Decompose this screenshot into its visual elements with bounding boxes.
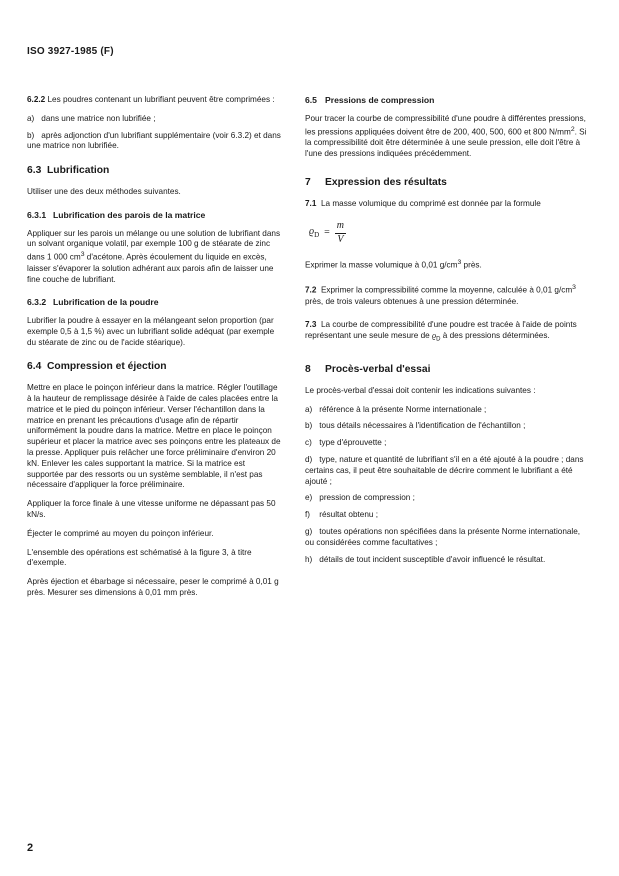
paragraph-6-2-2 <box>27 95 282 106</box>
section-number: 8 <box>305 364 311 375</box>
section-number: 7 <box>305 176 311 188</box>
list-item <box>305 527 589 549</box>
list-item-text: après adjonction d'un lubrifiant supplémentaire (voir 6.3.2) et dans une matrice non lubrifiée. <box>27 130 281 151</box>
list-item <box>305 510 589 521</box>
document-header: ISO 3927-1985 (F) <box>27 46 114 57</box>
page-number: 2 <box>27 842 34 854</box>
list-item-text: tous détails nécessaires à l'identification de l'échantillon ; <box>319 421 526 431</box>
section-heading-6-3 <box>27 166 282 177</box>
section-title: Lubrification des parois de la matrice <box>53 209 206 220</box>
list-item: a) dans une matrice non lubrifiée ; <box>27 113 156 123</box>
section-title: Pressions de compression <box>325 95 435 105</box>
right-column <box>305 95 589 571</box>
paragraph: Le procès-verbal d'essai doit contenir les indications suivantes : <box>305 385 536 395</box>
paragraph-text: Les poudres contenant un lubrifiant peuvent être comprimées : <box>47 95 275 104</box>
paragraph-7-1: 7.1 La masse volumique du comprimé est donnée par la formule <box>305 198 541 208</box>
paragraph: L'ensemble des opérations est schématisé à la figure 3, à titre d'exemple. <box>27 547 252 568</box>
list-item-key: g) <box>305 526 313 536</box>
list-item <box>305 493 589 504</box>
section-number: 6.3.2 <box>27 297 47 308</box>
paragraph: Lubrifier la poudre à essayer en la mélangeant selon proportion (par exemple 0,5 à 1,5 %) avec un lubrifiant solide adéquat (par exemple du stéarate de zinc ou de l'acide stéarique). <box>27 316 275 347</box>
section-title: Procès-verbal d'essai <box>325 364 431 375</box>
list-item-key: b) <box>305 421 313 431</box>
section-number: 7.2 <box>305 286 317 296</box>
list-item-text: détails de tout incident susceptible d'avoir influencé le résultat. <box>319 554 546 564</box>
section-heading-6-4 <box>27 362 282 373</box>
report-items-list <box>305 405 589 566</box>
section-heading-7 <box>305 178 589 189</box>
section-number: 6.3 <box>27 165 42 177</box>
section-number: 6.3.1 <box>27 209 47 220</box>
section-number: 7.3 <box>305 319 317 329</box>
list-item <box>305 555 589 566</box>
list-item-key: h) <box>305 554 313 564</box>
list-item-key: f) <box>305 510 311 520</box>
list-item-text: type d'éprouvette ; <box>319 438 387 448</box>
section-heading-8 <box>305 365 589 376</box>
section-title: Lubrification <box>47 165 110 177</box>
left-column <box>27 95 282 607</box>
section-heading-6-3-2 <box>27 297 282 308</box>
list-item <box>305 455 589 487</box>
paragraph: Exprimer la masse volumique à 0,01 $g/cm^3$ près. <box>305 258 482 270</box>
paragraph: Appliquer la force finale à une vitesse uniforme ne dépassant pas 50 kN/s. <box>27 499 276 520</box>
list-item-key: e) <box>305 493 313 503</box>
section-number: 6.4 <box>27 361 42 373</box>
section-title: Lubrification de la poudre <box>53 297 159 308</box>
paragraph: Pour tracer la courbe de compressibilité d'une poudre à différentes pressions, les pressions appliquées doivent être de 200, 400, 500, 600 et 800 $N/mm^2$. Si la compressibilité doit être déterminée à une seule pression, elle doit l'être à l'une des pressions indiquées précédemment. <box>305 113 587 158</box>
list-item: b) après adjonction d'un lubrifiant supplémentaire (voir 6.3.2) et dans une matrice non lubrifiée. <box>27 130 281 151</box>
section-heading-6-3-1 <box>27 210 282 221</box>
section-heading-6-5 <box>305 95 589 106</box>
paragraph: Mettre en place le poinçon inférieur dans la matrice. Régler l'outillage à la hauteur de remplissage désirée à l'aide de cales placées entre la matrice et le pied du poinçon inférieur. Verser l'échantillon dans la matrice en prenant les précautions d'usage afin de répartir uniformément la poudre dans la matrice. Mettre en place le poinçon supérieur et placer la matrice avec ses poinçons entre les plateaux de la presse. Appliquer puis relâcher une force préliminaire d'environ 20 kN. Enlever les cales supportant la matrice. Si la matrice est supportée par des ressorts ou un système semblable, il n'est pas nécessaire d'appliquer la force préliminaire. <box>27 383 281 490</box>
list-item <box>305 438 589 449</box>
section-number: 7.1 <box>305 198 317 208</box>
list-item-key: d) <box>305 454 313 464</box>
list-item-text: toutes opérations non spécifiées dans la présente Norme internationale, ou considérées comme facultatives ; <box>305 526 581 547</box>
list-item-text: type, nature et quantité de lubrifiant s'il en a été ajouté à la poudre ; dans certains cas, il peut être souhaitable de décrire comment le lubrifiant a été ajouté ; <box>305 454 584 486</box>
density-formula: $ϱ_D$ = $\frac{m}{V}$ <box>309 220 345 246</box>
list-item-text: pression de compression ; <box>319 493 415 503</box>
list-item-key: a) <box>305 404 313 414</box>
section-title: Compression et éjection <box>47 361 167 373</box>
paragraph: Après éjection et ébarbage si nécessaire, peser le comprimé à 0,01 g près. Mesurer ses dimensions à 0,01 mm près. <box>27 577 279 598</box>
list-item-text: référence à la présente Norme internationale ; <box>319 404 487 414</box>
paragraph: Utiliser une des deux méthodes suivantes. <box>27 186 181 196</box>
fraction: $\frac{m}{V}$ <box>336 220 345 246</box>
paragraph: Appliquer sur les parois un mélange ou une solution de lubrifiant dans un solvant organique volatil, par exemple 100 g de stéarate de zinc dans 1 000 $cm^3$ d'acétone. Après écoulement du liquide en excès, laisser s'évaporer la solution adhérant aux parois afin de laisser une fine couche de lubrifiant. <box>27 228 281 284</box>
paragraph-7-3: 7.3 La courbe de compressibilité d'une poudre est tracée à l'aide de points représentant une seule mesure de $ϱ_D$ à des pressions déterminées. <box>305 319 577 343</box>
paragraph-7-2: 7.2 Exprimer la compressibilité comme la moyenne, calculée à 0,01 $g/cm^3$ près, de trois valeurs obtenues à une pression déterminée. <box>305 284 576 306</box>
list-item <box>305 405 589 416</box>
section-title: Expression des résultats <box>325 176 447 188</box>
section-number: 6.5 <box>305 95 317 105</box>
list-item-key: c) <box>305 438 312 448</box>
list-item-text: résultat obtenu ; <box>319 510 378 520</box>
list-item-text: dans une matrice non lubrifiée ; <box>41 113 156 123</box>
list-item <box>305 421 589 432</box>
paragraph: Éjecter le comprimé au moyen du poinçon inférieur. <box>27 528 214 538</box>
section-number: 6.2.2 <box>27 95 46 104</box>
